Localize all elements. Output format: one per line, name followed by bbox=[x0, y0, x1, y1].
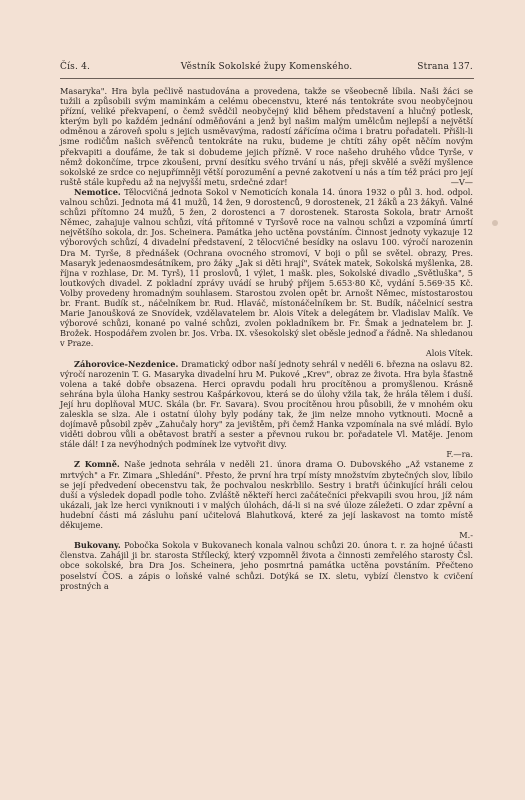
paragraph-text: Pobočka Sokola v Bukovanech konala valnou schůzi 20. února t. r. za hojné účasti členstva. Zahájil ji br. starosta Střílecký, který vzpomněl života a činnosti zemřelého starosty Čsl. obce sokolské, bra Dra Jos. Scheinera, jeho posmrtná památka uctěna povstáním. Přečteno poselství ČOS. a zápis o loňské valné schůzi. Dotýká se IX. sletu, vybízí členstvo k cvičení prostných a bbox=[60, 540, 473, 591]
paragraph-text: Tělocvičná jednota Sokol v Nemoticích konala 14. února 1932 o půl 3. hod. odpol. valnou schůzi. Jednota má 41 mužů, 14 žen, 9 dorostenců, 9 dorostenek, 21 žáků a 23 žákyň. Valné schůzi přítomno 24 mužů, 5 žen, 2 dorostenci a 7 dorostenek. Starosta Sokola, bratr Arnošt Němec, zahajuje valnou schůzi, vítá přítomné v Tyršově roce na valnou schůzi a vzpomíná úmrtí největšího sokola, dr. Jos. Scheinera. Památka jeho uctěna povstáním. Činnost jednoty vykazuje 12 výborových schůzí, 4 divadelní představení, 2 tělocvičné besídky na oslavu 100. výročí narozenin Dra M. Tyrše, 8 přednášek (Ochrana ovocného stromoví, V boji o půl se světel. obrazy, Pres. Masaryk jedenaosmdesátníkem, pro žáky „Jak si děti hrají", Svátek matek, Sokolská myšlenka, 28. října v rozhlase, Dr. M. Tyrš), 11 proslovů, 1 výlet, 1 mašk. ples, Sokolské divadlo „Světluška", 5 loutkových divadel. Z pokladní zprávy uvádí se hrubý příjem 5.653·80 Kč, vydání 5.569·35 Kč. Volby provedeny hromadným souhlasem. Starostou zvolen opět br. Arnošt Němec, místostarostou br. Frant. Budík st., náčelníkem br. Rud. Hlaváč, místonáčelníkem br. St. Budík, náčelnicí sestra Marie Janoušková ze Snovídek, vzdělavatelem br. Alois Vítek a delegátem br. Vladislav Malík. Ve výborové schůzi, konané po valné schůzi, zvolen pokladníkem br. Fr. Šmak a jednatelem br. J. Brožek. Hospodářem zvolen br. Jos. Vrba. IX. všesokolský slet oběsle jednoď a řádně. Na shledanou v Praze. bbox=[60, 186, 473, 349]
signature: F.—ra. bbox=[446, 449, 473, 460]
paragraph-heading: Bukovany. bbox=[74, 540, 121, 551]
paragraph-text: Masaryka". Hra byla pečlivě nastudována a provedena, takže se všeobecně líbila. Naši žáci se tužili a způsobili svým maminkám a celému obecenstvu, které nás tentokráte svou neobyčejnou přízní, veliké překvapení, o čemž svědčil neobyčejný klid během představení a hlučný potlesk, kterým byli po každém jednání odměňováni a jenž byl našim malým umělcům nejlepší a největší odměnou a zároveň spolu s jejich usměvavýma, radostí zářícíma očima i bratru pořadateli. Přišli-li jsme rodičům našich svěřenců tentokráte na ruku, budeme je chtíti záhy opět něčím novým překvapiti a doufáme, že tak si dobudeme jejich přízně. V roce našeho druhého vůdce Tyrše, v němž dokončíme, trpce zkoušeni, první desítku svého trvání u nás, přeji skvělé a svěží myšlence sokolské ze srdce co nejupřímněji větší porozumění a pevné zakotvení u nás a tím též práci pro její ruště stále kupředu až na nejvyšší metu, srdečné zdar! bbox=[60, 86, 473, 187]
issue-number: Čís. 4. bbox=[60, 62, 91, 72]
signature: —V— bbox=[450, 176, 473, 187]
paragraph-nemotice bbox=[60, 187, 473, 349]
page-number: Strana 137. bbox=[417, 62, 473, 72]
signature: M.- bbox=[459, 530, 473, 541]
journal-title: Věstník Sokolské župy Komenského. bbox=[180, 62, 353, 72]
paragraph-heading: Záhorovice-Nezdenice. bbox=[74, 358, 179, 369]
paragraph-heading: Nemotice. bbox=[74, 186, 121, 197]
paper-blemish bbox=[492, 220, 498, 226]
paragraph-text: Dramatický odbor naší jednoty sehrál v neděli 6. března na oslavu 82. výročí narozenin T. G. Masaryka divadelní hru M. Pukové „Krev", obraz ze života. Hra byla šťastně volena a také dobře obsazena. Herci opravdu podali hru procítěnou a promyšlenou. Krásně sehrána byla úloha Hanky sestrou Kašpárkovou, která se do úlohy vžila tak, že hrála tělem i duší. Její hru doplňoval MUC. Skála (br. Fr. Savara). Svou procítěnou hrou působili, že v mnohém oku zaleskla se slza. Ale i ostatní úlohy byly podány tak, že jim nelze mnoho vytknouti. Mocně a dojímavě působil zpěv „Zahučaly hory" za jevištěm, při čemž Hanka vzpomínala na své mládí. Bylo viděti dobrou vůli a obětavost bratří a sester a převnou rukou br. pořadatele Vl. Matěje. Jenom stále dál! I za nevýhodných podmínek lze vytvořit divy. bbox=[60, 358, 473, 450]
signature: Alois Vítek. bbox=[425, 348, 473, 359]
paragraph-komna bbox=[60, 459, 473, 530]
paragraph-zahorovice bbox=[60, 359, 473, 450]
header-rule bbox=[60, 78, 474, 79]
paragraph-heading: Z Komně. bbox=[74, 459, 120, 470]
article-body bbox=[60, 86, 473, 591]
paragraph-bukovany bbox=[60, 540, 473, 590]
paragraph-masaryk bbox=[60, 86, 473, 187]
paragraph-text: Naše jednota sehrála v neděli 21. února drama O. Dubovského „Až vstaneme z mrtvých" a Fr. Zimara „Shledání". Přesto, že první hra trpí místy množstvím zbytečných slov, líbilo se její předvedení obecenstvu tak, že pochvalou neskrblilo. Sestry i bratři účinkující hráli celou duší a výsledek dopadl podle toho. Zvláště někteří herci začátečníci překvapili svou hrou, jíž nám ukázali, jak lze herci vyniknouti i v malých úlohách, dá-li si na své úloze záležeti. O zdar zpěvní a hudební části má zásluhu paní učitelová Blahutková, které za její laskavost na tomto místě děkujeme. bbox=[60, 459, 473, 531]
